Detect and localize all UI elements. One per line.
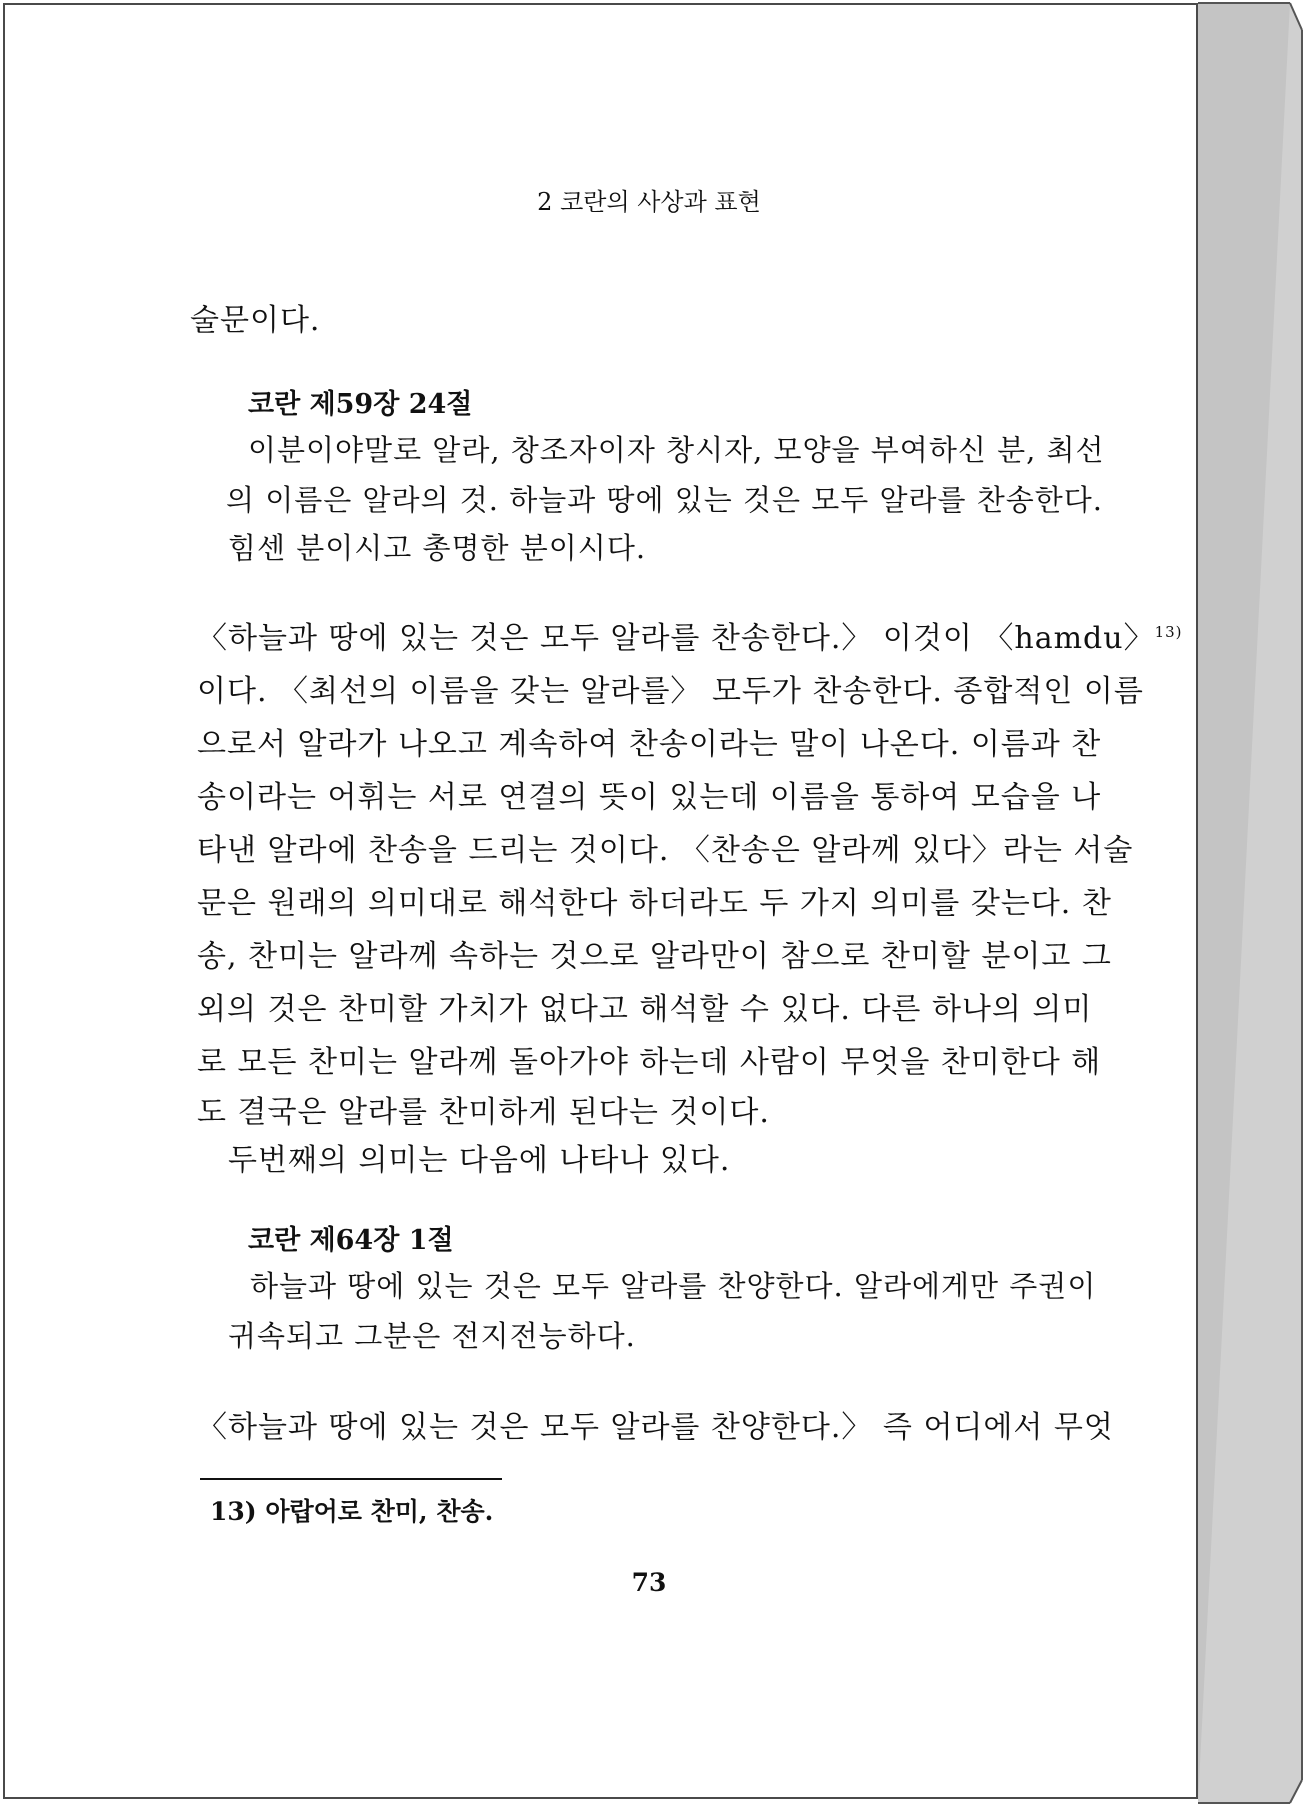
quote-line: 하늘과 땅에 있는 것은 모두 알라를 찬양한다. 알라에게만 주권이 — [250, 1269, 1097, 1303]
paragraph-line: 두번째의 의미는 다음에 나타나 있다. — [228, 1143, 731, 1178]
running-head: 2 코란의 사상과 표현 — [537, 188, 761, 216]
paragraph-line: 송, 찬미는 알라께 속하는 것으로 알라만이 참으로 찬미할 분이고 그 — [197, 939, 1112, 974]
paragraph-first-line-text: 〈하늘과 땅에 있는 것은 모두 알라를 찬송한다.〉 이것이 〈hamdu〉 — [197, 621, 1155, 656]
paragraph-line: 으로서 알라가 나오고 계속하여 찬송이라는 말이 나온다. 이름과 찬 — [197, 727, 1102, 762]
paragraph-line: 도 결국은 알라를 찬미하게 된다는 것이다. — [197, 1095, 770, 1130]
quote-line: 귀속되고 그분은 전지전능하다. — [228, 1319, 636, 1353]
footnote-rule — [200, 1478, 502, 1480]
paragraph-line: 외의 것은 찬미할 가치가 없다고 해석할 수 있다. 다른 하나의 의미 — [197, 992, 1093, 1027]
paragraph-line: 로 모든 찬미는 알라께 돌아가야 하는데 사람이 무엇을 찬미한다 해 — [197, 1045, 1102, 1080]
paragraph-line: 문은 원래의 의미대로 해석한다 하더라도 두 가지 의미를 갖는다. 찬 — [197, 886, 1112, 921]
paragraph-line: 타낸 알라에 찬송을 드리는 것이다. 〈찬송은 알라께 있다〉라는 서술 — [197, 833, 1134, 868]
quote-line: 힘센 분이시고 총명한 분이시다. — [228, 531, 647, 565]
paragraph-line: 〈하늘과 땅에 있는 것은 모두 알라를 찬양한다.〉 즉 어디에서 무엇 — [197, 1410, 1114, 1445]
paragraph-line: 송이라는 어휘는 서로 연결의 뜻이 있는데 이름을 통하여 모습을 나 — [197, 780, 1102, 815]
quote-line: 이분이야말로 알라, 창조자이자 창시자, 모양을 부여하신 분, 최선 — [248, 433, 1105, 467]
opening-line: 술문이다. — [190, 303, 321, 338]
quote-heading-2: 코란 제64장 1절 — [248, 1225, 454, 1256]
page-number: 73 — [631, 1568, 667, 1597]
footnote: 13) 아랍어로 찬미, 찬송. — [210, 1497, 494, 1526]
paragraph-line: 이다. 〈최선의 이름을 갖는 알라를〉 모두가 찬송한다. 종합적인 이름 — [197, 674, 1144, 709]
quote-heading-1: 코란 제59장 24절 — [248, 389, 473, 420]
paragraph-line — [197, 613, 1183, 657]
quote-line: 의 이름은 알라의 것. 하늘과 땅에 있는 것은 모두 알라를 찬송한다. — [226, 483, 1103, 517]
footnote-ref: 13) — [1154, 623, 1183, 641]
